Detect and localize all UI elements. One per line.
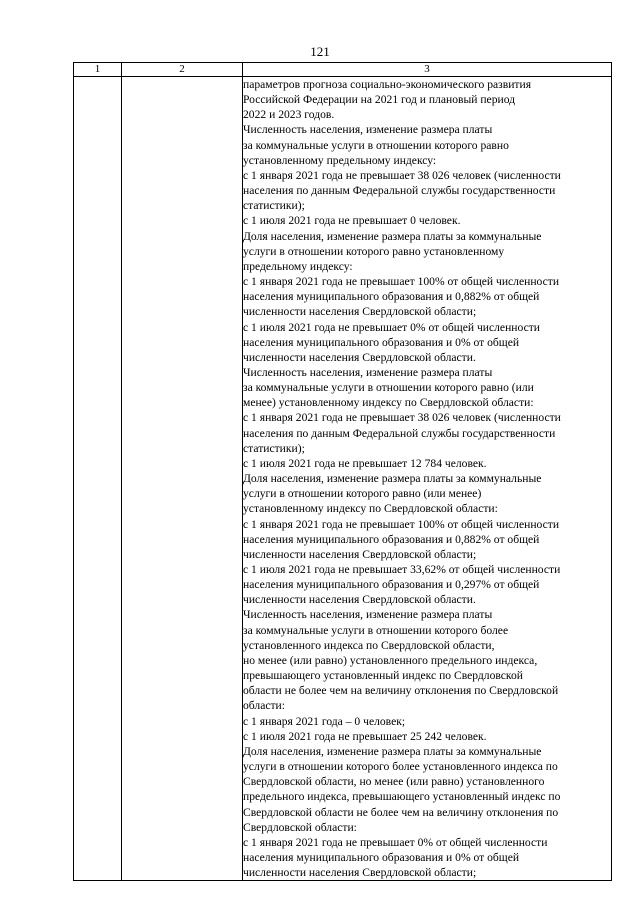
text-line: населения муниципального образования и 0,882% от общей — [243, 532, 540, 546]
text-line: населения по данным Федеральной службы государственности — [243, 426, 556, 440]
text-line: параметров прогноза социально-экономического развития — [243, 78, 532, 91]
cell-column-2 — [122, 77, 243, 881]
text-line: численности населения Свердловской области. — [243, 593, 476, 607]
text-line: с 1 июля 2021 года не превышает 0 человек. — [243, 214, 461, 228]
text-line: Российской Федерации на 2021 год и плановый период — [243, 93, 516, 107]
text-line: за коммунальные услуги в отношении которого равно — [243, 138, 509, 152]
text-line: численности населения Свердловской области. — [243, 350, 476, 364]
text-line: населения муниципального образования и 0,297% от общей — [243, 578, 540, 592]
text-line: Численность населения, изменение размера платы — [243, 365, 493, 379]
text-line: Свердловской области: — [243, 820, 357, 834]
text-line: с 1 июля 2021 года не превышает 12 784 человек. — [243, 456, 487, 470]
page-number: 121 — [310, 44, 330, 59]
cell-column-3 — [243, 77, 612, 881]
text-line: с 1 января 2021 года не превышает 0% от общей численности — [243, 835, 548, 849]
text-line: населения муниципального образования и 0% от общей — [243, 850, 520, 864]
text-line: установленного индекса по Свердловской области, — [243, 638, 495, 652]
text-line: установленному индексу по Свердловской области: — [243, 502, 498, 516]
document-table — [73, 62, 612, 881]
text-line: населения по данным Федеральной службы государственности — [243, 184, 556, 198]
text-line: услуги в отношении которого равно установленному — [243, 244, 505, 258]
text-line: Доля населения, изменение размера платы за коммунальные — [243, 229, 542, 243]
text-line: Численность населения, изменение размера платы — [243, 123, 493, 137]
column-header-3: 3 — [243, 63, 612, 77]
text-line: Численность населения, изменение размера платы — [243, 608, 493, 622]
text-line: но менее (или равно) установленного предельного индекса, — [243, 653, 538, 667]
text-line: предельного индекса, превышающего установленный индекс по — [243, 790, 561, 804]
text-line: за коммунальные услуги в отношении которого более — [243, 623, 509, 637]
text-line: статистики); — [243, 441, 305, 455]
cell-column-1 — [74, 77, 122, 881]
text-line: численности населения Свердловской области; — [243, 866, 477, 880]
text-line: статистики); — [243, 199, 305, 213]
text-line: услуги в отношении которого более установленного индекса по — [243, 760, 558, 774]
text-line: Свердловской области не более чем на величину отклонения по — [243, 805, 559, 819]
table-row — [74, 77, 612, 881]
text-line: с 1 января 2021 года не превышает 100% от общей численности — [243, 517, 560, 531]
text-line: с 1 января 2021 года не превышает 38 026 человек (численности — [243, 411, 561, 425]
text-line: населения муниципального образования и 0% от общей — [243, 335, 520, 349]
text-line: Доля населения, изменение размера платы за коммунальные — [243, 744, 542, 758]
text-line: за коммунальные услуги в отношении которого равно (или — [243, 381, 534, 395]
text-line: численности населения Свердловской области; — [243, 305, 477, 319]
text-line: Доля населения, изменение размера платы за коммунальные — [243, 472, 542, 486]
text-line: превышающего установленный индекс по Свердловской — [243, 669, 523, 683]
text-line: с 1 января 2021 года не превышает 38 026 человек (численности — [243, 168, 561, 182]
text-line: численности населения Свердловской области; — [243, 547, 477, 561]
text-line: услуги в отношении которого равно (или менее) — [243, 487, 482, 501]
text-line: с 1 января 2021 года – 0 человек; — [243, 714, 406, 728]
text-line: предельному индексу: — [243, 259, 353, 273]
text-line: установленному предельному индексу: — [243, 153, 437, 167]
text-line: области не более чем на величину отклонения по Свердловской — [243, 684, 559, 698]
text-line: области: — [243, 699, 285, 713]
text-line: 2022 и 2023 годов. — [243, 108, 335, 122]
text-line: с 1 июля 2021 года не превышает 25 242 человек. — [243, 729, 487, 743]
table-header-row — [74, 63, 612, 77]
column-header-1: 1 — [74, 63, 122, 77]
text-line: с 1 января 2021 года не превышает 100% от общей численности — [243, 275, 560, 289]
text-line: Свердловской области, но менее (или равно) установленного — [243, 775, 545, 789]
column-header-2: 2 — [122, 63, 243, 77]
text-line: с 1 июля 2021 года не превышает 33,62% от общей численности — [243, 563, 561, 576]
column-3-text — [243, 77, 611, 880]
text-line: менее) установленному индексу по Свердловской области: — [243, 396, 534, 410]
text-line: населения муниципального образования и 0,882% от общей — [243, 290, 540, 304]
text-line: с 1 июля 2021 года не превышает 0% от общей численности — [243, 320, 540, 334]
